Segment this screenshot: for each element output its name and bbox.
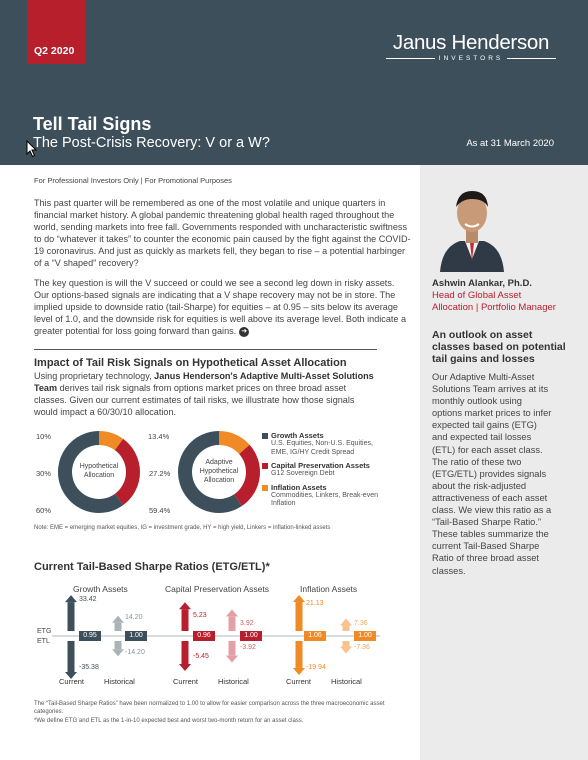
audience-note: For Professional Investors Only | For Promotional Purposes: [34, 176, 232, 185]
sharpe-heading: Current Tail-Based Sharpe Ratios (ETG/ETL)*: [34, 561, 270, 573]
inflation-current-down: -19.94: [306, 664, 326, 671]
preservation-current-ratio: 0.96: [193, 631, 215, 641]
legend-preservation-sub: G12 Sovereign Debt: [271, 470, 335, 477]
growth-current-up: 33.42: [79, 596, 97, 603]
donut1-label-inflation: 10%: [36, 432, 52, 441]
inflation-historical-gain-arrow: [340, 618, 352, 631]
allocation-heading: Impact of Tail Risk Signals on Hypothetical Asset Allocation: [34, 357, 347, 369]
preservation-x-historical: Historical: [218, 677, 249, 686]
page-subtitle: The Post-Crisis Recovery: V or a W?: [33, 135, 270, 151]
donut2-center-label: Adaptive Hypothetical Allocation: [199, 459, 239, 484]
growth-current-gain-arrow: [65, 595, 77, 631]
preservation-group-title: Capital Preservation Assets: [165, 584, 269, 594]
growth-historical-loss-arrow: [112, 641, 124, 656]
donut1-label-preservation: 30%: [36, 469, 52, 478]
allocation-text-a: Using proprietary technology,: [34, 371, 155, 381]
growth-historical-ratio: 1.00: [125, 631, 147, 641]
preservation-historical-gain-arrow: [226, 609, 238, 631]
as-at-date: As at 31 March 2020: [466, 138, 554, 149]
inflation-current-gain-arrow: [293, 595, 305, 631]
author-role: Head of Global Asset Allocation | Portfolio Manager: [432, 290, 556, 313]
preservation-historical-down: -3.92: [240, 644, 256, 651]
etg-axis-label: ETG: [37, 628, 52, 635]
preservation-historical-loss-arrow: [226, 641, 238, 663]
arrow-right-icon[interactable]: ➜: [239, 327, 249, 337]
donut1-label-growth: 60%: [36, 506, 52, 515]
donut2-label-inflation: 13.4%: [148, 432, 170, 441]
inflation-current-up: 21.13: [306, 600, 324, 607]
abbreviations-note: Note: EME = emerging market equities, IG = investment grade, HY = high yield, Linkers = inflation-linked assets: [34, 525, 331, 531]
legend-inflation-name: Inflation Assets: [271, 482, 327, 492]
preservation-x-current: Current: [173, 677, 199, 686]
preservation-current-loss-arrow: [179, 641, 191, 671]
growth-x-historical: Historical: [104, 677, 135, 686]
inflation-current-loss-arrow: [293, 641, 305, 675]
preservation-current-down: -5.45: [193, 653, 209, 660]
allocation-text-bold: Janus Henderson's Adaptive Multi-Asset Solutions Team: [34, 371, 374, 393]
donut1-center-label: Hypothetical Allocation: [79, 463, 119, 479]
growth-current-down: -35.38: [79, 664, 99, 671]
inflation-group-title: Inflation Assets: [300, 584, 358, 594]
legend-inflation-sub: Commodities, Linkers, Break-even Inflation: [271, 491, 378, 507]
preservation-historical-up: 3.92: [240, 620, 254, 627]
page-title: Tell Tail Signs: [33, 114, 152, 134]
author-photo: [432, 177, 512, 272]
preservation-current-up: 5.23: [193, 612, 207, 619]
intro-paragraph: This past quarter will be remembered as one of the most volatile and unique quarters in financial market history. A global pandemic threatening global health raged throughout the world, sending markets into free fall. Governments responded with uncharacteristic swiftness to do “whatever it takes” to counter the economic pain caused by the fight against the COVID-19 coronavirus. And just as quickly as markets fell, they began to rise – a potential harbinger of a “V shaped” recovery?: [34, 198, 411, 269]
donut2-label-growth: 59.4%: [149, 506, 171, 515]
inflation-historical-loss-arrow: [340, 641, 352, 654]
inflation-historical-up: 7.36: [354, 620, 368, 627]
inflation-x-current: Current: [286, 677, 312, 686]
author-name: Ashwin Alankar, Ph.D.: [432, 278, 532, 289]
footnote-normalized: The “Tail-Based Sharpe Ratios” have been normalized to 1.00 to allow for easier comparison across the three macroeconomic asset categories.: [34, 701, 385, 715]
growth-current-ratio: 0.95: [79, 631, 101, 641]
inflation-current-ratio: 1.06: [304, 631, 326, 641]
sidebar-heading: An outlook on asset classes based on potential tail gains and losses: [432, 329, 566, 365]
growth-current-loss-arrow: [65, 641, 77, 679]
legend-preservation-name: Capital Preservation Assets: [271, 461, 370, 470]
sidebar-text: Our Adaptive Multi-Asset Solutions Team arrives at its monthly outlook using options market prices to infer expected tail gains (ETG) and expected tail losses (ETL) for each asset class. The ratio of these two (ETG/ETL) provides signals about the risk-adjusted attractiveness of each asset class. We view this ratio as a “Tail-Based Sharpe Ratio.” These tables summarize the current Tail-Based Sharpe Ratio of three broad asset classes.: [432, 372, 552, 576]
footnote-etg-etl: *We define ETG and ETL as the 1-in-10 expected best and worst two-month return for an asset class.: [34, 718, 304, 724]
donut2-label-preservation: 27.2%: [149, 469, 171, 478]
key-question-text: The key question is will the V succeed or could we see a second leg down in risky assets. Our options-based signals are indicating that a V shape recovery may not be in store. The implied upside to downside ratio (tail-Sharpe) for equities – at 0.95 – sits below its average level of 1.0, and the downside risk for equities is well above its average level. Both indicate a greater potential for loss going forward than gains.: [34, 278, 407, 337]
allocation-text-b: derives tail risk signals from options market prices on three broad asset classes. Given our current estimates of tail risks, we illustrate how those signals would impact a 60/30/10 allocation.: [34, 383, 355, 417]
growth-historical-gain-arrow: [112, 616, 124, 631]
inflation-x-historical: Historical: [331, 677, 362, 686]
legend-growth-sub: U.S. Equities, Non-U.S. Equities, EME, IG/HY Credit Spread: [271, 440, 373, 456]
inflation-historical-down: -7.36: [354, 644, 370, 651]
quarter-tag: Q2 2020: [27, 0, 86, 64]
inflation-historical-ratio: 1.00: [354, 631, 376, 641]
legend-growth-name: Growth Assets: [271, 431, 324, 440]
sidebar: [420, 165, 588, 760]
growth-group-title: Growth Assets: [73, 584, 128, 594]
growth-historical-up: 14.20: [125, 614, 143, 621]
etl-axis-label: ETL: [37, 638, 50, 645]
preservation-historical-ratio: 1.00: [240, 631, 262, 641]
logo-main-text: Janus Henderson: [392, 31, 550, 54]
growth-x-current: Current: [59, 677, 85, 686]
growth-historical-down: -14.20: [125, 649, 145, 656]
logo-sub-text: INVESTORS: [438, 55, 504, 62]
preservation-current-gain-arrow: [179, 602, 191, 631]
